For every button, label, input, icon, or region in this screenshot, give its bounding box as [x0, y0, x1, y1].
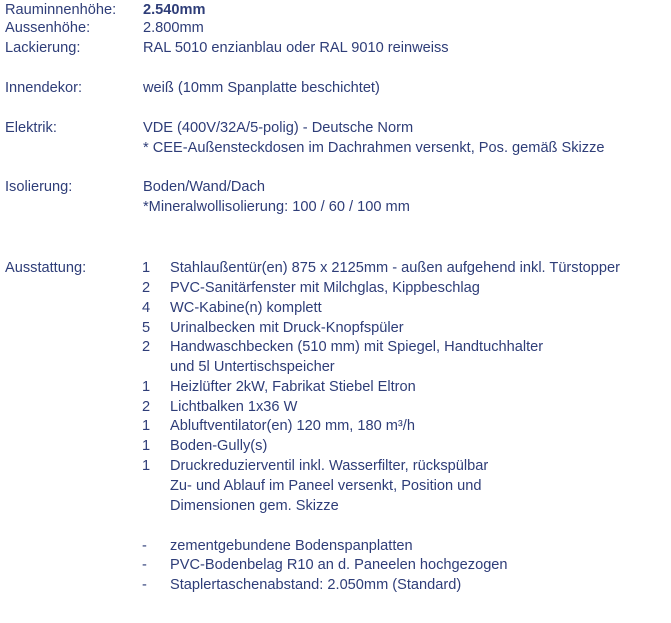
- item-text: Zu- und Ablauf im Paneel versenkt, Position und: [170, 478, 482, 494]
- item-quantity: 2: [142, 399, 151, 415]
- item-text: WC-Kabine(n) komplett: [170, 300, 322, 316]
- item-text: PVC-Sanitärfenster mit Milchglas, Kippbeschlag: [170, 280, 480, 296]
- item-quantity: 4: [142, 300, 151, 316]
- spec-label: Rauminnenhöhe:: [5, 2, 117, 18]
- extra-text: zementgebundene Bodenspanplatten: [170, 538, 413, 554]
- item-quantity: 1: [142, 260, 151, 276]
- item-text: Stahlaußentür(en) 875 x 2125mm - außen aufgehend inkl. Türstopper: [170, 260, 620, 276]
- item-text: Druckreduzierventil inkl. Wasserfilter, rückspülbar: [170, 458, 489, 474]
- spec-value: 2.540mm: [143, 2, 206, 18]
- spec-value: Boden/Wand/Dach: [143, 179, 265, 195]
- item-text: und 5l Untertischspeicher: [170, 359, 335, 375]
- item-text: Boden-Gully(s): [170, 438, 268, 454]
- equipment-label: Ausstattung:: [5, 260, 87, 276]
- item-text: Abluftventilator(en) 120 mm, 180 m³/h: [170, 418, 415, 434]
- item-quantity: 1: [142, 379, 151, 395]
- item-text: Handwaschbecken (510 mm) mit Spiegel, Handtuchhalter: [170, 339, 544, 355]
- item-text: Dimensionen gem. Skizze: [170, 498, 339, 514]
- spec-value: RAL 5010 enzianblau oder RAL 9010 reinweiss: [143, 40, 449, 56]
- spec-label: Lackierung:: [5, 40, 81, 56]
- spec-label: Innendekor:: [5, 80, 83, 96]
- item-quantity: 2: [142, 339, 151, 355]
- item-quantity: 5: [142, 320, 151, 336]
- spec-value: *Mineralwollisolierung: 100 / 60 / 100 mm: [143, 199, 410, 215]
- spec-label: Elektrik:: [5, 120, 57, 136]
- item-text: Lichtbalken 1x36 W: [170, 399, 298, 415]
- spec-value: weiß (10mm Spanplatte beschichtet): [143, 80, 380, 96]
- extra-dash: -: [142, 538, 147, 554]
- item-quantity: 2: [142, 280, 151, 296]
- extra-text: PVC-Bodenbelag R10 an d. Paneelen hochgezogen: [170, 557, 508, 573]
- spec-value: 2.800mm: [143, 20, 204, 36]
- extra-dash: -: [142, 577, 147, 593]
- item-text: Urinalbecken mit Druck-Knopfspüler: [170, 320, 404, 336]
- item-quantity: 1: [142, 458, 151, 474]
- extra-text: Staplertaschenabstand: 2.050mm (Standard): [170, 577, 462, 593]
- spec-value: VDE (400V/32A/5-polig) - Deutsche Norm: [143, 120, 414, 136]
- spec-value: * CEE-Außensteckdosen im Dachrahmen versenkt, Pos. gemäß Skizze: [143, 140, 605, 156]
- item-text: Heizlüfter 2kW, Fabrikat Stiebel Eltron: [170, 379, 416, 395]
- item-quantity: 1: [142, 438, 151, 454]
- spec-label: Isolierung:: [5, 179, 73, 195]
- spec-label: Aussenhöhe:: [5, 20, 91, 36]
- item-quantity: 1: [142, 418, 151, 434]
- extra-dash: -: [142, 557, 147, 573]
